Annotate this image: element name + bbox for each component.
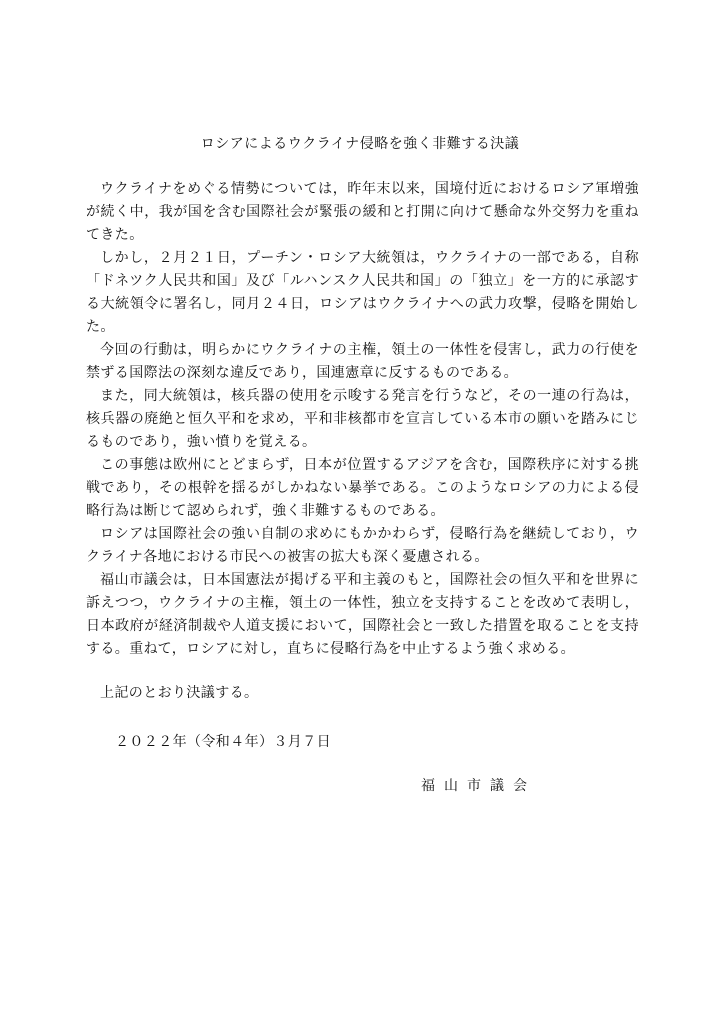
paragraph: ウクライナをめぐる情勢については，昨年末以来，国境付近におけるロシア軍増強が続く中，我が国を含む国際社会が緊張の緩和と打開に向けて懸命な外交努力を重ねてきた。 <box>86 181 639 243</box>
paragraph: 福山市議会は，日本国憲法が掲げる平和主義のもと，国際社会の恒久平和を世界に訴えつつ，ウクライナの主権，領土の一体性，独立を支持することを改めて表明し，日本政府が経済制裁や人道支援において，国際社会と一致した措置を取ることを支持する。重ねて，ロシアに対し，直ちに侵略行為を中止するよう強く求める。 <box>86 572 639 657</box>
paragraph: この事態は欧州にとどまらず，日本が位置するアジアを含む，国際秩序に対する挑戦であり，その根幹を揺るがしかねない暴挙である。このようなロシアの力による侵略行為は断じて認められず，強く非難するものである。 <box>86 457 639 519</box>
paragraph: 今回の行動は，明らかにウクライナの主権，領土の一体性を侵害し，武力の行使を禁ずる国際法の深刻な違反であり，国連憲章に反するものである。 <box>86 342 639 381</box>
resolution-date: ２０２２年（令和４年）３月７日 <box>115 734 331 750</box>
document-title: ロシアによるウクライナ侵略を強く非難する決議 <box>200 136 520 152</box>
paragraph: ロシアは国際社会の強い自制の求めにもかかわらず，侵略行為を継続しており，ウクライナ各地における市民への被害の拡大も深く憂慮される。 <box>86 526 639 565</box>
signer-name: 福山市議会 <box>421 778 536 794</box>
paragraph: しかし，２月２１日，プーチン・ロシア大統領は，ウクライナの一部である，自称「ドネツク人民共和国」及び「ルハンスク人民共和国」の「独立」を一方的に承認する大統領令に署名し，同月２４日，ロシアはウクライナへの武力攻撃，侵略を開始した。 <box>86 250 639 335</box>
closing-statement: 上記のとおり決議する。 <box>100 685 259 701</box>
resolution-body <box>86 178 639 661</box>
paragraph: また，同大統領は，核兵器の使用を示唆する発言を行うなど，その一連の行為は，核兵器の廃絶と恒久平和を求め，平和非核都市を宣言している本市の願いを踏みにじるものであり，強い憤りを覚える。 <box>86 388 639 450</box>
